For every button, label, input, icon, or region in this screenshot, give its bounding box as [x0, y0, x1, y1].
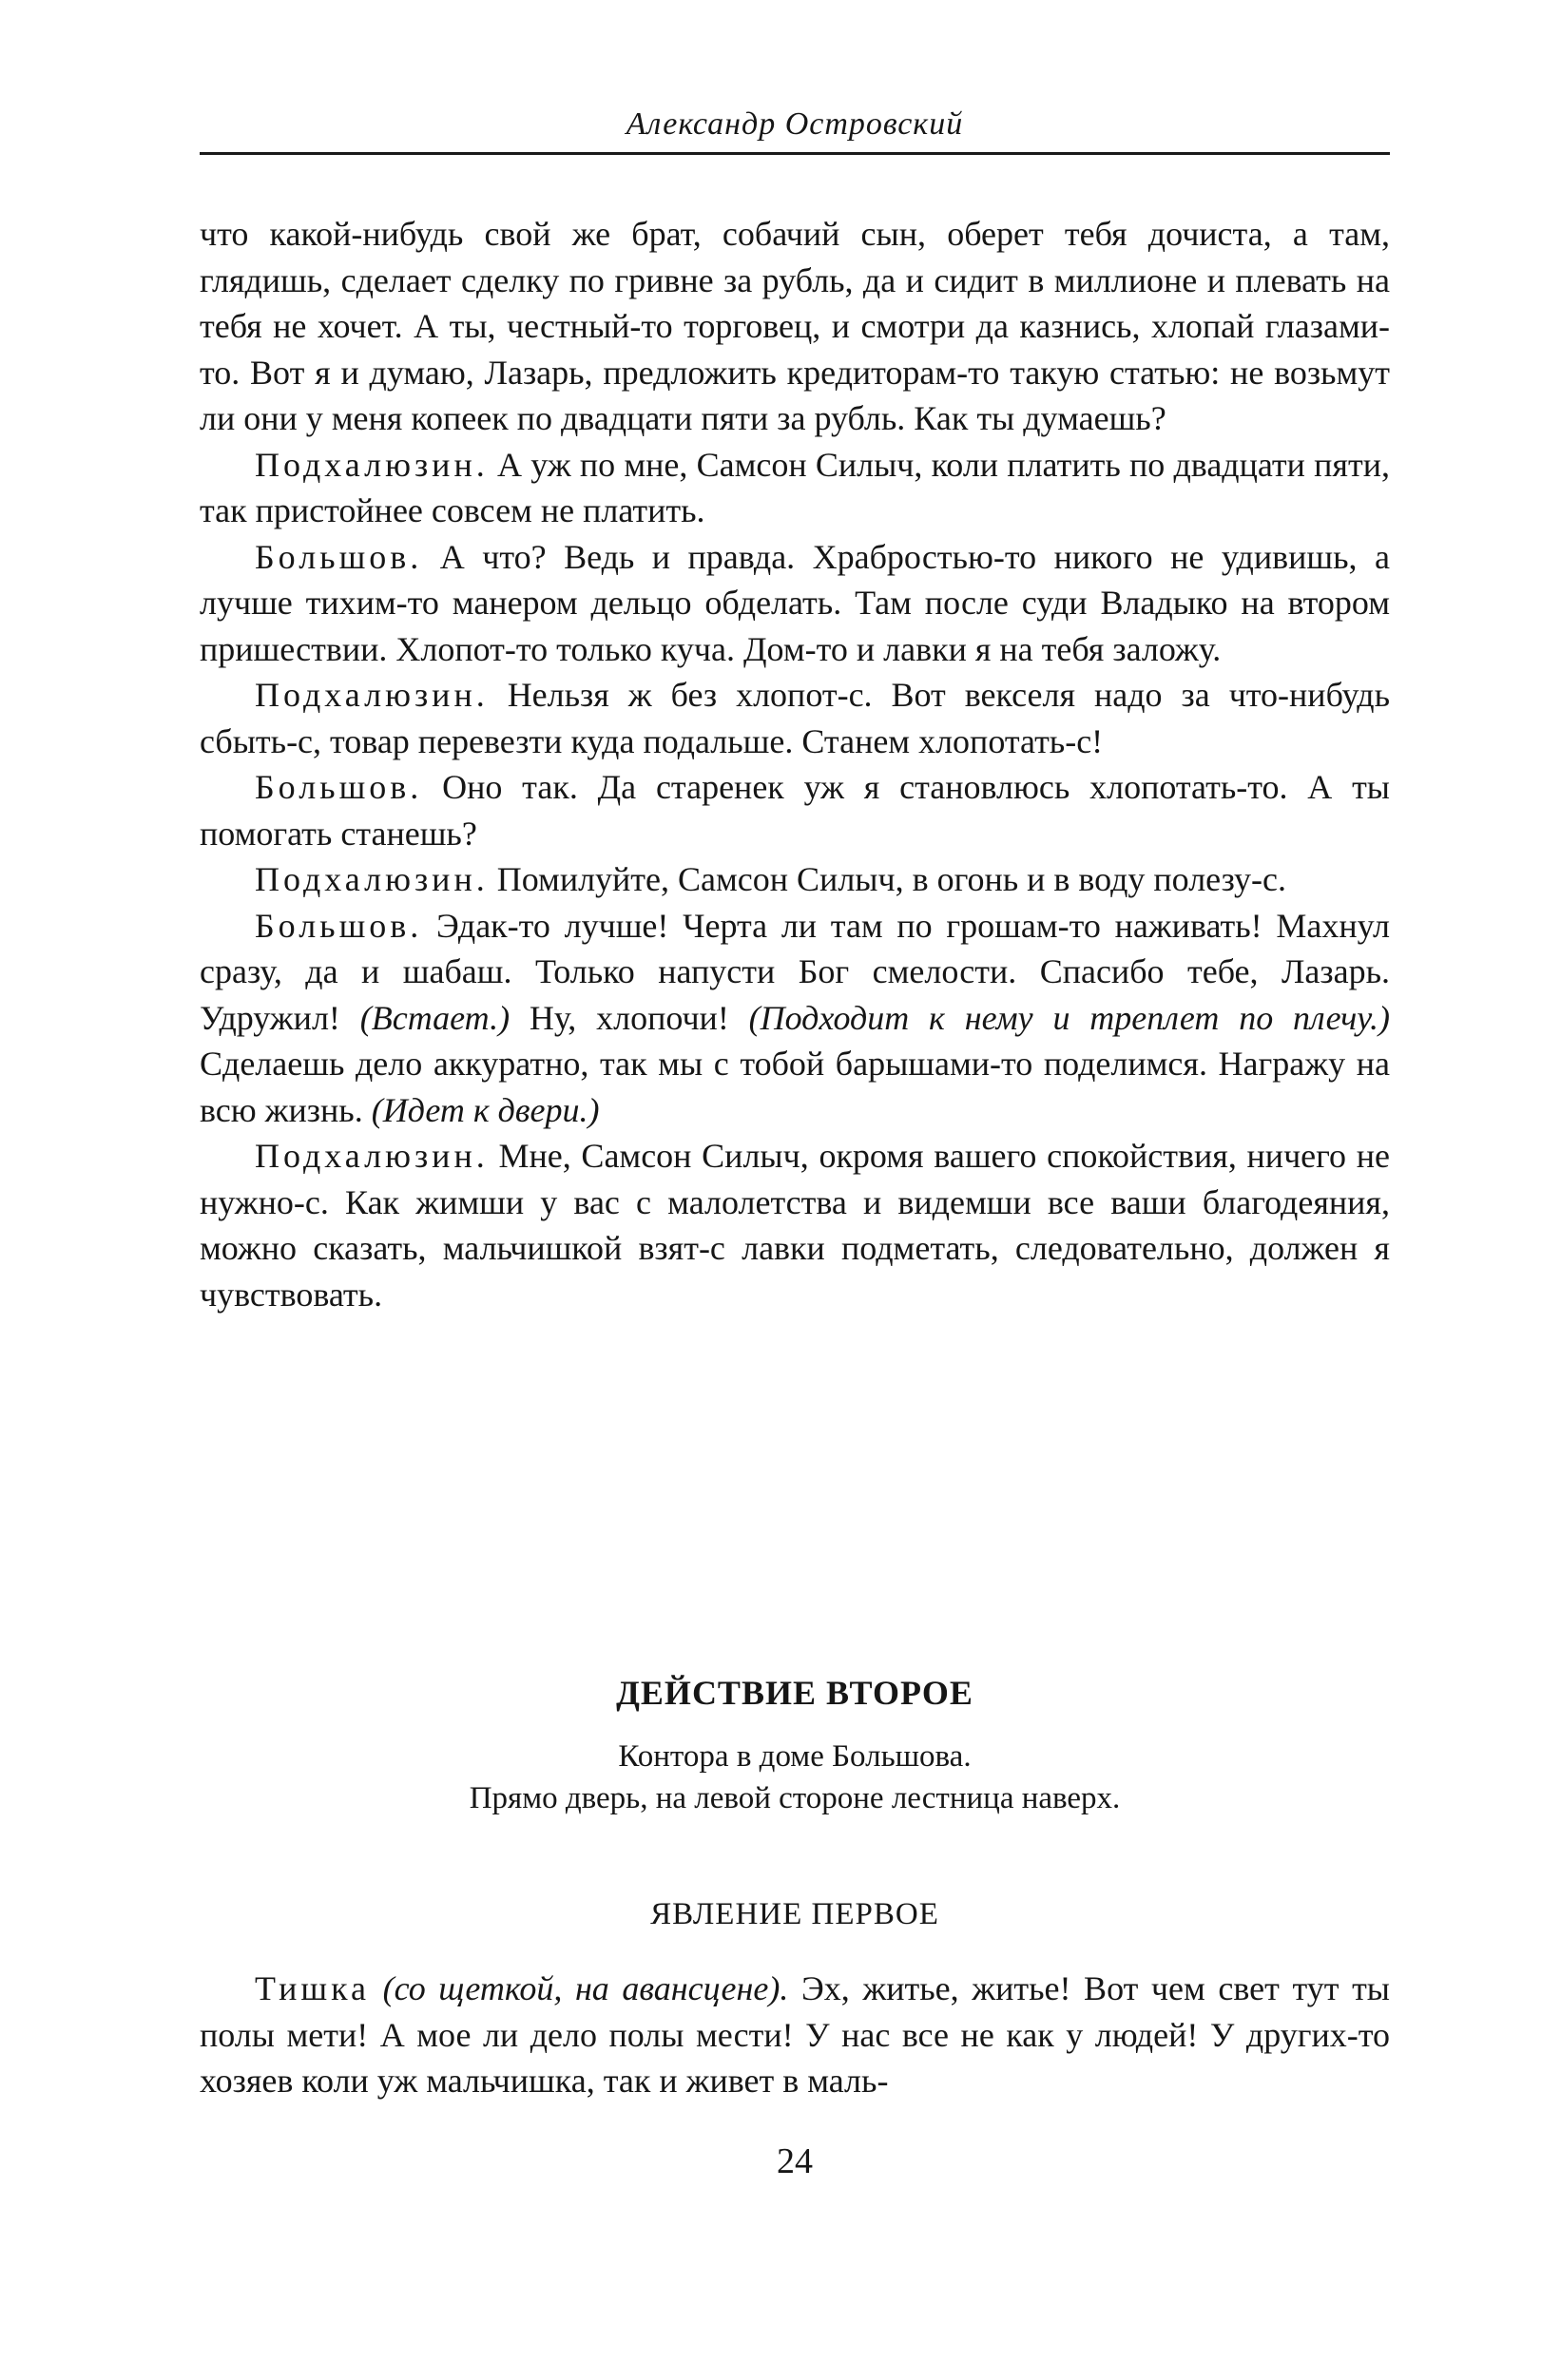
scene-setting — [200, 1736, 1390, 1819]
paragraph-text: А уж по мне, Самсон Силыч, коли платить по двадцати пяти, так пристойнее совсем не платить. — [200, 445, 1390, 529]
stage-direction: (со щеткой, на авансцене). — [382, 1969, 789, 2007]
page-number: 24 — [777, 2141, 813, 2181]
paragraph-text: Эдак-то лучше! Черта ли там по грошам-то наживать! Махнул сразу, да и шабаш. Только напусти Бог смелости. Спасибо тебе, Лазарь. Удружил! — [200, 906, 1390, 1037]
speaker-name: Подхалюзин. — [255, 860, 489, 898]
paragraph-text: Помилуйте, Самсон Силыч, в огонь и в воду полезу-с. — [488, 860, 1287, 898]
paragraph — [200, 764, 1390, 856]
stage-direction: (Идет к двери.) — [371, 1090, 600, 1129]
scene-text — [200, 1966, 1390, 2104]
paragraph-text: Ну, хлопочи! — [510, 998, 749, 1037]
speaker-name: Большов. — [255, 537, 423, 576]
paragraph-text: А что? Ведь и правда. Храбростью-то никого не удивишь, а лучше тихим-то манером дельцо обделать. Там после суди Владыко на втором пришествии. Хлопот-то только куча. Дом-то и лавки я на тебя заложу. — [200, 537, 1390, 668]
speaker-name: Большов. — [255, 906, 423, 945]
paragraph-text: что какой-нибудь свой же брат, собачий сын, оберет тебя дочиста, а там, глядишь, сделает сделку по гривне за рубль, да и сидит в миллионе и плевать на тебя не хочет. А ты, честный-то торговец, и смотри да казнись, хлопай глазами-то. Вот я и думаю, Лазарь, предложить кредиторам-то такую статью: не возьмут ли они у меня копеек по двадцати пяти за рубль. Как ты думаешь? — [200, 215, 1390, 437]
scene-title: ЯВЛЕНИЕ ПЕРВОЕ — [650, 1897, 939, 1931]
main-text — [200, 211, 1390, 1317]
paragraph-text: Оно так. Да старенек уж я становлюсь хлопотать-то. А ты помогать станешь? — [200, 768, 1390, 853]
paragraph-text: Нельзя ж без хлопот-с. Вот векселя надо за что-нибудь сбыть-с, товар перевезти куда подальше. Станем хлопотать-с! — [200, 676, 1390, 760]
paragraph-text: Мне, Самсон Силыч, окромя вашего спокойствия, ничего не нужно-с. Как жимши у вас с малолетства и видемши все ваши благодеяния, можно сказать, мальчишкой взят-с лавки подметать, следовательно, должен я чувствовать. — [200, 1137, 1390, 1314]
paragraph — [200, 1133, 1390, 1317]
paragraph — [200, 442, 1390, 534]
speaker-name: Тишка — [255, 1969, 371, 2007]
speaker-name: Подхалюзин. — [255, 445, 489, 484]
stage-direction: (Подходит к нему и треплет по плечу.) — [748, 998, 1390, 1037]
speaker-name: Подхалюзин. — [255, 676, 489, 714]
setting-line: Контора в доме Большова. — [618, 1739, 972, 1774]
paragraph — [200, 1966, 1390, 2104]
act-title: ДЕЙСТВИЕ ВТОРОЕ — [616, 1674, 973, 1712]
running-header: Александр Островский — [626, 106, 964, 142]
paragraph — [200, 672, 1390, 764]
paragraph — [200, 534, 1390, 673]
paragraph — [200, 903, 1390, 1134]
header-rule — [200, 152, 1390, 155]
paragraph — [200, 211, 1390, 442]
setting-line: Прямо дверь, на левой стороне лестница наверх. — [469, 1781, 1121, 1815]
stage-direction: (Встает.) — [359, 998, 511, 1037]
speaker-name: Подхалюзин. — [255, 1137, 489, 1175]
paragraph — [200, 856, 1390, 903]
paragraph-text: Эх, житье, житье! Вот чем свет тут ты полы мети! А мое ли дело полы мести! У нас все не как у людей! У других-то хозяев коли уж мальчишка, так и живет в маль- — [200, 1969, 1390, 2100]
paragraph-text: Сделаешь дело аккуратно, так мы с тобой барышами-то поделимся. Награжу на всю жизнь. — [200, 1045, 1390, 1129]
speaker-name: Большов. — [255, 768, 423, 806]
